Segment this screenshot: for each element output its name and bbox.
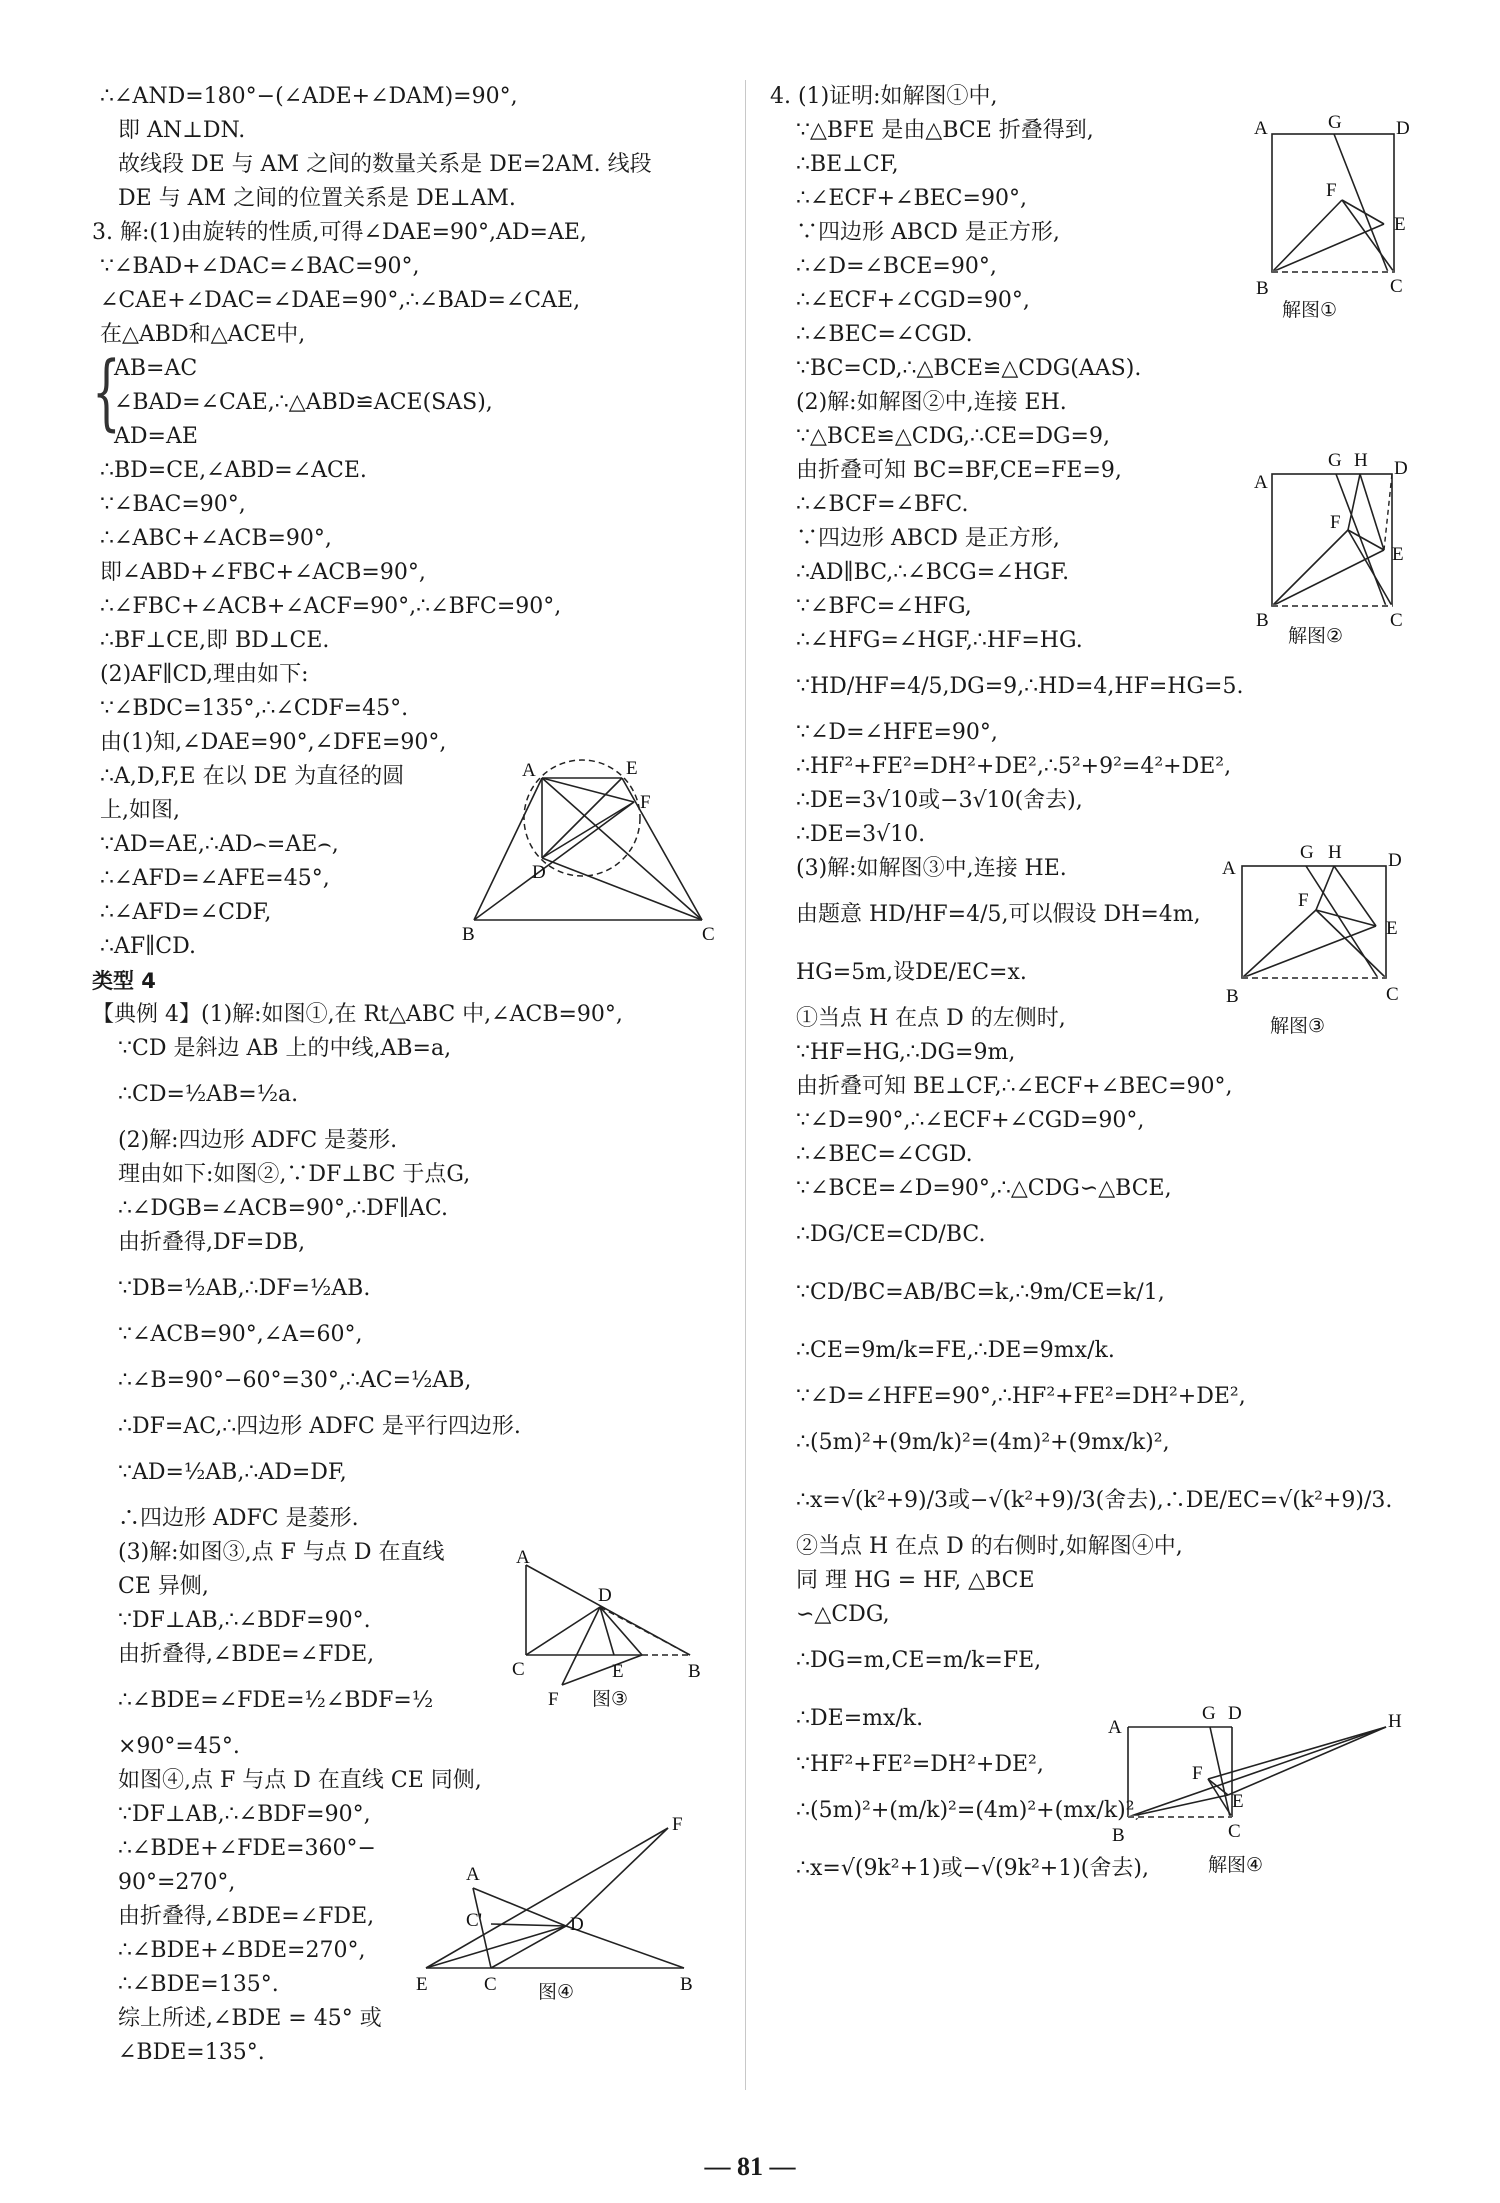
fig-label: F [548,1689,559,1710]
fig-caption: 图③ [592,1688,629,1710]
text-line: 由折叠可知 BC=BF,CE=FE=9, [796,458,1122,483]
problem-4-heading: 4. (1)证明:如解图①中, [770,84,998,109]
text-line: ∴∠D=∠BCE=90°, [796,254,997,279]
text-line: ∴∠FBC+∠ACB+∠ACF=90°,∴∠BFC=90°, [100,594,562,619]
text-line: ∴∠BDE+∠BDE=270°, [118,1938,366,1963]
fig-label: G [1202,1703,1216,1724]
text-line: (3)解:如图③,点 F 与点 D 在直线 [118,1540,445,1565]
solution-figure-3 [1206,840,1406,1040]
fig-label: C' [466,1910,483,1931]
text-line: ∵DF⊥AB,∴∠BDF=90°. [118,1608,371,1633]
text-line: ∴∠BDE+∠FDE=360°− [118,1836,376,1861]
figure-circle [462,750,722,945]
fig-label: A [1254,472,1268,493]
text-line: ∴DG/CE=CD/BC. [796,1222,986,1247]
solution-figure-4 [1090,1695,1410,1910]
fig-label: C [1228,1821,1241,1842]
text-line: ∵∠BFC=∠HFG, [796,594,972,619]
system-line: ∠BAD=∠CAE,∴△ABD≌ACE(SAS), [114,390,493,415]
fig-caption: 图④ [538,1981,575,2003]
text-line: ∴CD=½AB=½a. [118,1082,299,1107]
text-line: ∵∠D=∠HFE=90°,∴HF²+FE²=DH²+DE², [796,1384,1246,1409]
fig-caption: 解图② [1288,625,1344,647]
fig-label: A [1108,1717,1122,1738]
text-line: ∵HD/HF=4/5,DG=9,∴HD=4,HF=HG=5. [796,674,1244,699]
text-line: (2)AF∥CD,理由如下: [100,662,309,687]
text-line: CE 异侧, [118,1574,209,1599]
text-line: 90°=270°, [118,1870,236,1895]
text-line: ∴(5m)²+(9m/k)²=(4m)²+(9mx/k)², [796,1430,1170,1455]
text-line: ②当点 H 在点 D 的右侧时,如解图④中, [796,1534,1183,1559]
fig-label: B [680,1974,693,1995]
text-line: 如图④,点 F 与点 D 在直线 CE 同侧, [118,1768,482,1793]
fig-label: E [612,1661,624,1682]
fig-label: E [626,758,638,779]
text-line: ∵DB=½AB,∴DF=½AB. [118,1276,371,1301]
fig-label: F [672,1814,683,1835]
fig-label: E [1394,214,1406,235]
text-line: ∴HF²+FE²=DH²+DE²,∴5²+9²=4²+DE², [796,754,1232,779]
text-line: ∴∠BEC=∠CGD. [796,1142,973,1167]
text-line: 即 AN⊥DN. [118,118,246,143]
fig-label: H [1388,1711,1402,1732]
text-line: 上,如图, [100,798,180,823]
fig-label: H [1354,450,1368,471]
fig-label: E [1392,544,1404,565]
text-line: ∵∠D=∠HFE=90°, [796,720,998,745]
brace-system [92,345,732,454]
text-line: ∴∠ECF+∠CGD=90°, [796,288,1030,313]
fig-label: G [1328,112,1342,133]
text-line: ∴AF∥CD. [100,934,196,959]
text-line: 理由如下:如图②,∵DF⊥BC 于点G, [118,1162,471,1187]
text-line: ∵∠BDC=135°,∴∠CDF=45°. [100,696,409,721]
page-number: — 81 — [704,2152,796,2181]
fig-label: C [1386,984,1399,1005]
fig-label: D [1396,118,1410,139]
figure-3 [512,1547,712,1725]
text-line: ∵HF²+FE²=DH²+DE², [796,1752,1044,1777]
system-line: AB=AC [114,356,198,381]
fig-label: B [462,924,475,945]
text-line: 同 理 HG = HF, △BCE [796,1568,1035,1593]
fig-label: D [1228,1703,1242,1724]
fig-label: D [1394,458,1408,479]
text-line: 由折叠可知 BE⊥CF,∴∠ECF+∠BEC=90°, [796,1074,1233,1099]
text-line: 由(1)知,∠DAE=90°,∠DFE=90°, [100,730,447,755]
text-line: 由题意 HD/HF=4/5,可以假设 DH=4m, [796,902,1201,927]
fig-label: B [688,1661,701,1682]
fig-label: H [1328,842,1342,863]
text-line: ∴DE=mx/k. [796,1706,924,1731]
text-line: ∴AD∥BC,∴∠BCG=∠HGF. [796,560,1070,585]
text-line: ∵HF=HG,∴DG=9m, [796,1040,1016,1065]
fig-caption: 解图① [1282,299,1338,321]
text-line: ∴∠ABC+∠ACB=90°, [100,526,332,551]
text-line: 由折叠得,DF=DB, [118,1230,306,1255]
text-line: ∴x=√(9k²+1)或−√(9k²+1)(舍去), [796,1856,1149,1881]
text-line: ∵AD=½AB,∴AD=DF, [118,1460,347,1485]
text-line: ∴∠BCF=∠BFC. [796,492,969,517]
text-line: ∵∠BAC=90°, [100,492,246,517]
text-line: ∴∠BEC=∠CGD. [796,322,973,347]
text-line: 故线段 DE 与 AM 之间的数量关系是 DE=2AM. 线段 [118,152,652,177]
fig-label: C [702,924,715,945]
fig-label: F [1330,512,1341,533]
text-line: 由折叠得,∠BDE=∠FDE, [118,1642,375,1667]
text-line: ∵DF⊥AB,∴∠BDF=90°, [118,1802,371,1827]
text-line: ∴∠B=90°−60°=30°,∴AC=½AB, [118,1368,472,1393]
fig-label: D [598,1585,612,1606]
text-line: ∵CD 是斜边 AB 上的中线,AB=a, [118,1036,452,1061]
text-line: ∴∠AFD=∠CDF, [100,900,272,925]
fig-caption: 解图④ [1208,1854,1264,1876]
fig-label: C [484,1974,497,1995]
fig-label: D [570,1914,584,1935]
text-line: ①当点 H 在点 D 的左侧时, [796,1006,1066,1031]
text-line: DE 与 AM 之间的位置关系是 DE⊥AM. [118,186,516,211]
text-line: ∴∠ECF+∠BEC=90°, [796,186,1027,211]
fig-label: A [1222,858,1236,879]
text-line: ∠CAE+∠DAC=∠DAE=90°,∴∠BAD=∠CAE, [100,288,581,313]
text-line: ∽△CDG, [796,1602,890,1627]
text-line: HG=5m,设DE/EC=x. [796,960,1027,985]
text-line: ∵∠BCE=∠D=90°,∴△CDG∽△BCE, [796,1176,1172,1201]
text-line: ∴四边形 ADFC 是菱形. [118,1506,359,1531]
text-line: ∴∠AFD=∠AFE=45°, [100,866,330,891]
text-line: ×90°=45°. [118,1734,240,1759]
fig-label: A [522,760,536,781]
fig-label: A [516,1547,530,1568]
solution-figure-1 [1248,114,1408,324]
solution-figure-2 [1248,450,1408,650]
problem-3-heading: 3. 解:(1)由旋转的性质,可得∠DAE=90°,AD=AE, [92,220,587,245]
text-line: ∵∠D=90°,∴∠ECF+∠CGD=90°, [796,1108,1145,1133]
fig-label: F [1326,180,1337,201]
system-line: AD=AE [114,424,198,449]
fig-label: F [640,792,651,813]
text-line: ∴DE=3√10或−3√10(舍去), [796,788,1083,813]
fig-label: E [1232,1791,1244,1812]
text-line: 在△ABD和△ACE中, [100,322,306,347]
fig-label: G [1328,450,1342,471]
fig-label: G [1300,842,1314,863]
text-line: ∵△BFE 是由△BCE 折叠得到, [796,118,1094,143]
text-line: ∵四边形 ABCD 是正方形, [796,220,1060,245]
text-line: ∴BE⊥CF, [796,152,899,177]
text-line: (3)解:如解图③中,连接 HE. [796,856,1067,881]
text-line: ∴∠BDE=135°. [118,1972,279,1997]
text-line: ∴∠BDE=∠FDE=½∠BDF=½ [118,1688,434,1713]
text-line: ∴DG=m,CE=m/k=FE, [796,1648,1042,1673]
fig-label: B [1256,610,1269,631]
text-line: ∴CE=9m/k=FE,∴DE=9mx/k. [796,1338,1115,1363]
text-line: (2)解:如解图②中,连接 EH. [796,390,1067,415]
text-line: ∴∠HFG=∠HGF,∴HF=HG. [796,628,1083,653]
text-line: ∵BC=CD,∴△BCE≌△CDG(AAS). [796,356,1142,381]
fig-label: C [1390,276,1403,297]
text-line: ∵CD/BC=AB/BC=k,∴9m/CE=k/1, [796,1280,1165,1305]
text-line: ∴DE=3√10. [796,822,926,847]
text-line: 综上所述,∠BDE = 45° 或 [118,2006,382,2031]
text-line: ∴BF⊥CE,即 BD⊥CE. [100,628,330,653]
text-line: 即∠ABD+∠FBC+∠ACB=90°, [100,560,426,585]
fig-label: D [532,862,546,883]
fig-label: B [1256,278,1269,299]
section-heading-type-4: 类型 4 [92,969,156,993]
text-line: ∵∠BAD+∠DAC=∠BAC=90°, [100,254,420,279]
text-line: ∴A,D,F,E 在以 DE 为直径的圆 [100,764,405,789]
text-line: ∴∠AND=180°−(∠ADE+∠DAM)=90°, [100,84,518,109]
text-line: ∵四边形 ABCD 是正方形, [796,526,1060,551]
fig-label: F [1192,1763,1203,1784]
text-line: ∴(5m)²+(m/k)²=(4m)²+(mx/k)², [796,1798,1142,1823]
figure-4 [416,1814,706,2018]
fig-label: C [1390,610,1403,631]
example-4-heading: 【典例 4】(1)解:如图①,在 Rt△ABC 中,∠ACB=90°, [92,1002,623,1027]
fig-label: F [1298,890,1309,911]
left-brace: { [92,345,121,440]
fig-label: D [1388,850,1402,871]
text-line: ∴x=√(k²+9)/3或−√(k²+9)/3(舍去),∴DE/EC=√(k²+9)/3. [796,1488,1393,1513]
text-line: ∵AD=AE,∴AD⌢=AE⌢, [100,832,339,857]
fig-label: E [1386,918,1398,939]
fig-label: E [416,1974,428,1995]
text-line: ∵∠ACB=90°,∠A=60°, [118,1322,363,1347]
text-line: ∵△BCE≌△CDG,∴CE=DG=9, [796,424,1110,449]
fig-label: C [512,1659,525,1680]
fig-label: A [1254,118,1268,139]
fig-label: B [1226,986,1239,1007]
text-line: 由折叠得,∠BDE=∠FDE, [118,1904,375,1929]
fig-caption: 解图③ [1270,1015,1326,1037]
text-line: (2)解:四边形 ADFC 是菱形. [118,1128,398,1153]
text-line: ∴BD=CE,∠ABD=∠ACE. [100,458,367,483]
fig-label: B [1112,1825,1125,1846]
text-line: ∴DF=AC,∴四边形 ADFC 是平行四边形. [118,1414,521,1439]
fig-label: A [466,1864,480,1885]
text-line: ∠BDE=135°. [118,2040,265,2065]
text-line: ∴∠DGB=∠ACB=90°,∴DF∥AC. [118,1196,448,1221]
